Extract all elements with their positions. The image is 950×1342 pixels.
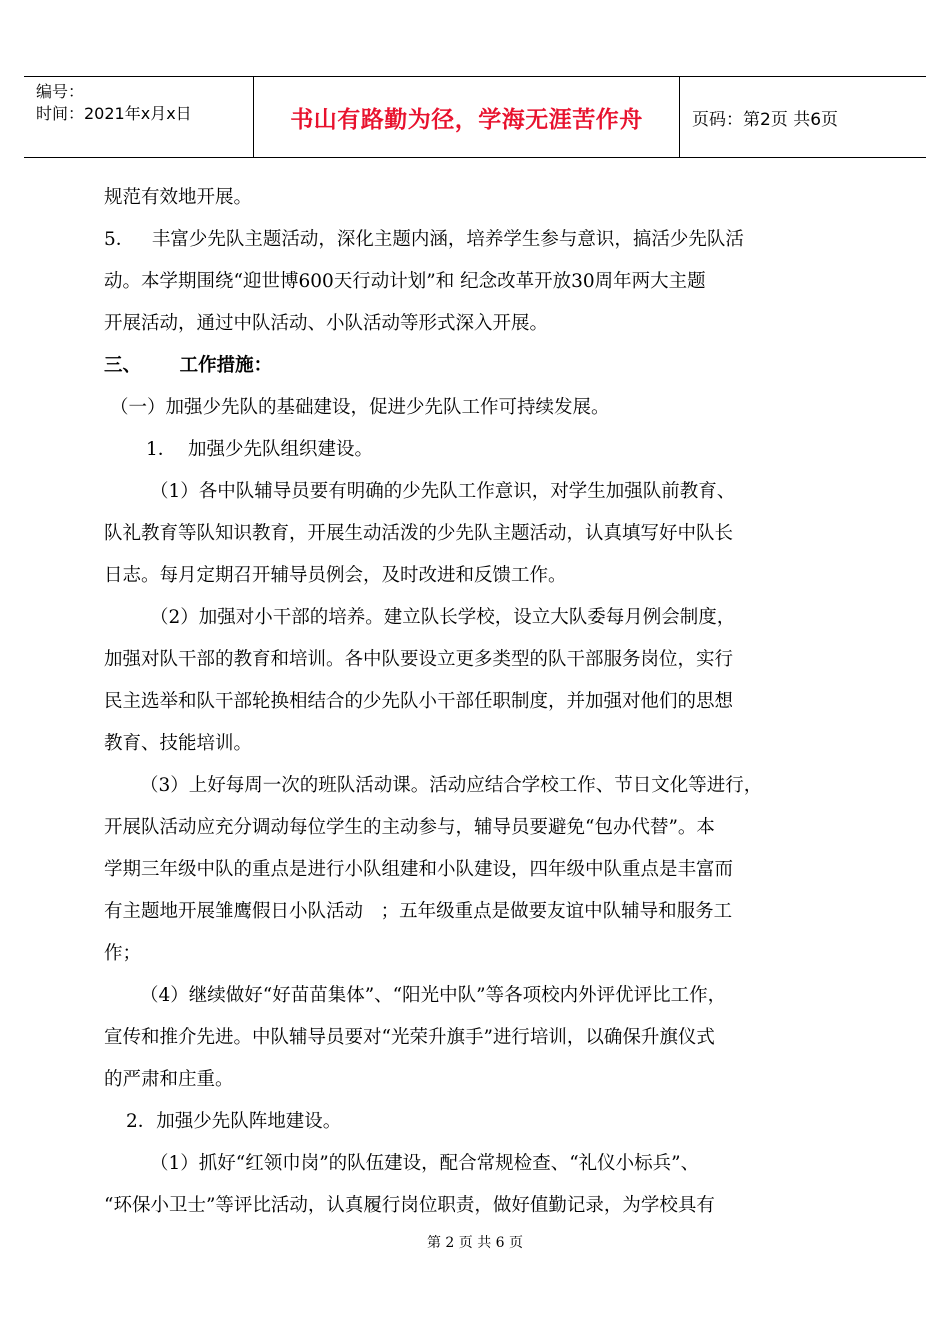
body-line: 开展队活动应充分调动每位学生的主动参与，辅导员要避免“包办代替”。本 [104, 817, 715, 838]
header-motto-cell [254, 77, 680, 157]
body-line: （3）上好每周一次的班队活动课。活动应结合学校工作、节日文化等进行， [140, 775, 763, 796]
body-line: 5． 丰富少先队主题活动，深化主题内涵，培养学生参与意识，搞活少先队活 [104, 229, 744, 250]
body-line: （1）各中队辅导员要有明确的少先队工作意识，对学生加强队前教育、 [150, 481, 736, 502]
page-info: 页码：第2页 共6页 [692, 109, 839, 130]
body-line: （2）加强对小干部的培养。建立队长学校，设立大队委每月例会制度， [150, 607, 736, 628]
header-page-info [680, 77, 926, 157]
body-line: 民主选举和队干部轮换相结合的少先队小干部任职制度，并加强对他们的思想 [104, 691, 734, 712]
body-line: 动。本学期围绕“迎世博600天行动计划”和 纪念改革开放30周年两大主题 [104, 271, 706, 292]
number-label: 编号： [36, 82, 85, 101]
body-line: （4）继续做好“好苗苗集体”、“阳光中队”等各项校内外评优评比工作， [140, 985, 727, 1006]
body-line: 有主题地开展雏鹰假日小队活动 ；五年级重点是做要友谊中队辅导和服务工 [104, 901, 733, 922]
body-line: 队礼教育等队知识教育，开展生动活泼的少先队主题活动，认真填写好中队长 [104, 523, 734, 544]
body-line: 开展活动，通过中队活动、小队活动等形式深入开展。 [104, 313, 549, 334]
header-meta [24, 77, 254, 157]
body-line: “环保小卫士”等评比活动，认真履行岗位职责，做好值勤记录，为学校具有 [104, 1195, 715, 1216]
body-line: 规范有效地开展。 [104, 187, 253, 208]
body-line: 学期三年级中队的重点是进行小队组建和小队建设，四年级中队重点是丰富而 [104, 859, 734, 880]
item-heading: 1． 加强少先队组织建设。 [146, 439, 374, 460]
motto: 书山有路勤为径，学海无涯苦作舟 [290, 106, 643, 133]
document-header [24, 76, 926, 158]
page-footer: 第 2 页 共 6 页 [426, 1235, 524, 1251]
body-line: 的严肃和庄重。 [104, 1069, 234, 1090]
body-line: 宣传和推介先进。中队辅导员要对“光荣升旗手”进行培训，以确保升旗仪式 [104, 1027, 715, 1048]
body-line: 日志。每月定期召开辅导员例会，及时改进和反馈工作。 [104, 565, 567, 586]
body-line: 教育、技能培训。 [104, 733, 253, 754]
body-line: （1）抓好“红领巾岗”的队伍建设，配合常规检查、“礼仪小标兵”、 [150, 1153, 700, 1174]
body-line: 作； [104, 943, 142, 964]
section-heading: 三、 工作措施： [104, 355, 273, 376]
subsection-heading: （一）加强少先队的基础建设，促进少先队工作可持续发展。 [110, 397, 610, 418]
item-heading: 2．加强少先队阵地建设。 [126, 1111, 342, 1132]
date-label: 时间：2021年x月x日 [36, 104, 192, 123]
body-line: 加强对队干部的教育和培训。各中队要设立更多类型的队干部服务岗位，实行 [104, 649, 734, 670]
